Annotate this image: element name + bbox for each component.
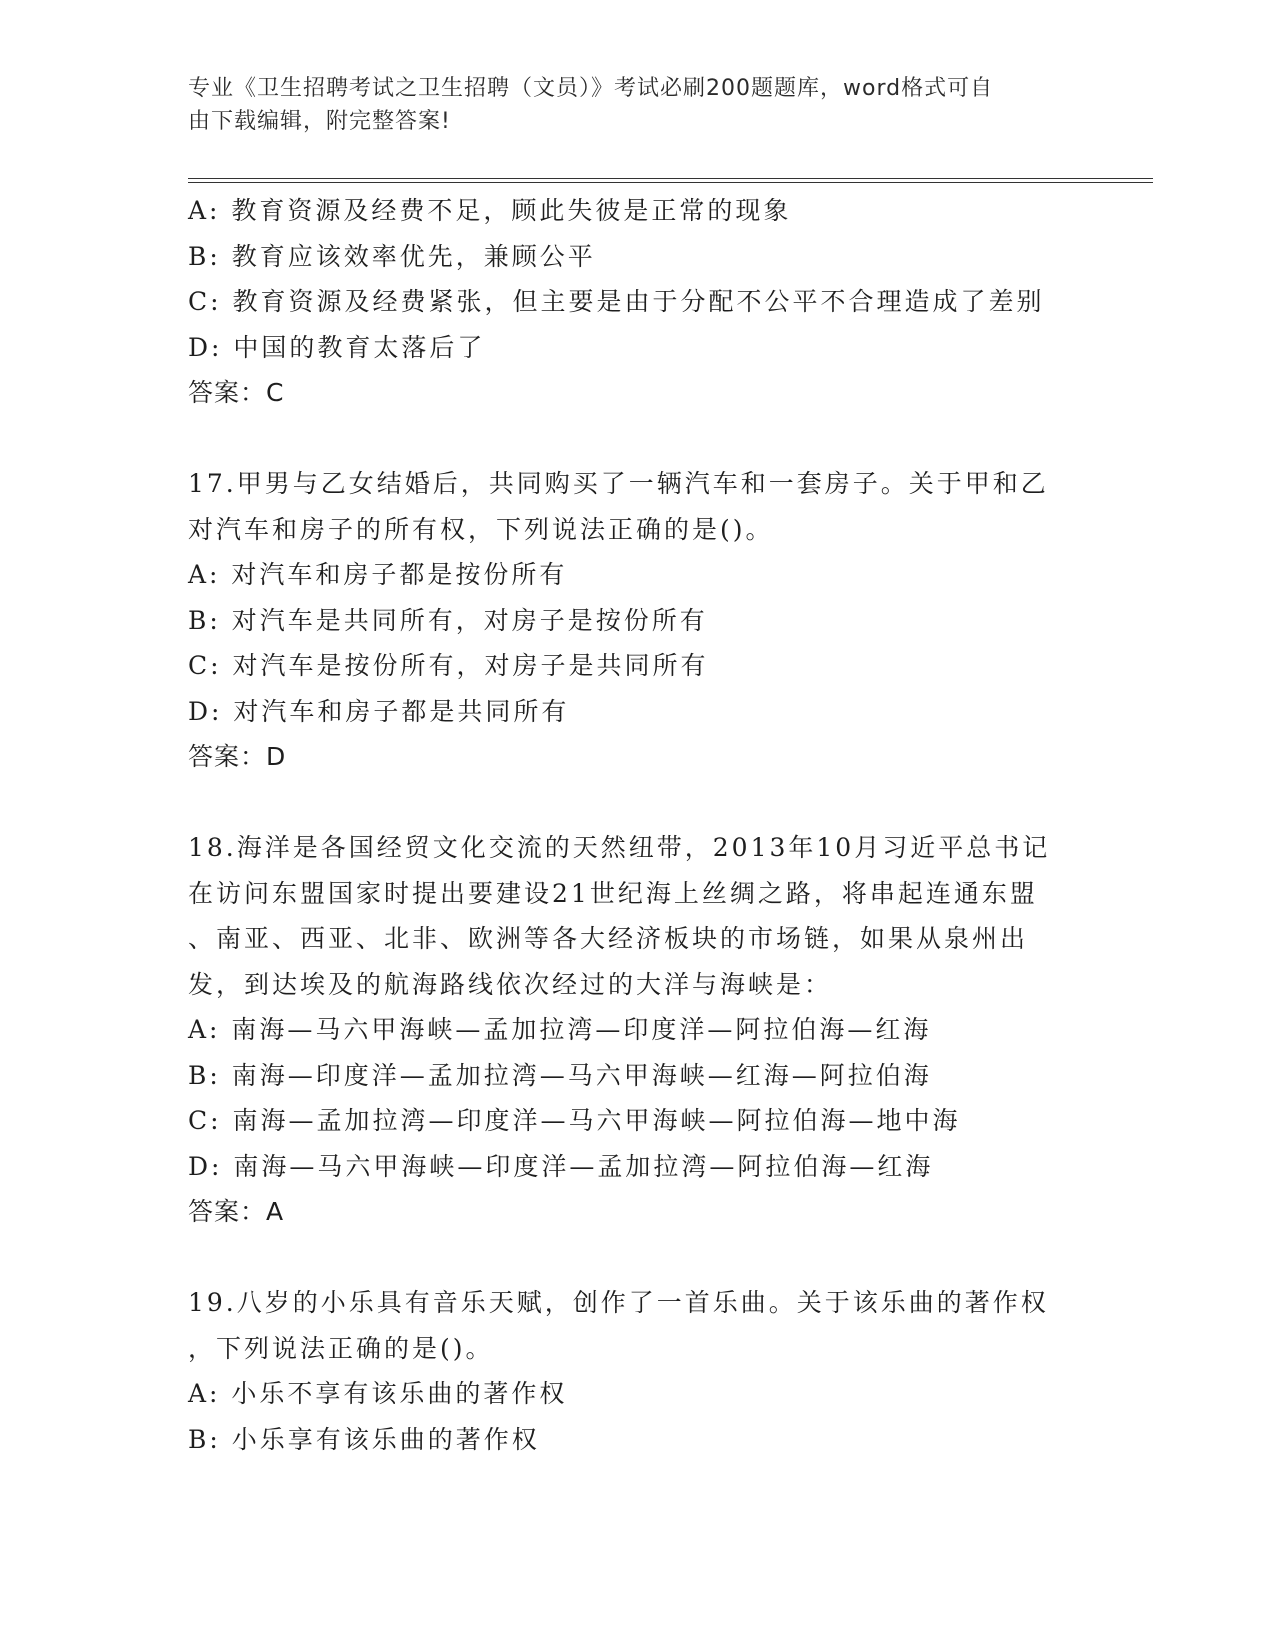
option-a: A: 小乐不享有该乐曲的著作权 [188, 1379, 568, 1408]
option-c: C: 教育资源及经费紧张，但主要是由于分配不公平不合理造成了差别 [188, 287, 1045, 316]
option-d: D: 对汽车和房子都是共同所有 [188, 696, 570, 726]
question-stem: ，下列说法正确的是()。 [188, 1333, 494, 1363]
option-a: A: 对汽车和房子都是按份所有 [188, 560, 568, 589]
spacer [188, 780, 1088, 826]
option-b: B: 教育应该效率优先，兼顾公平 [188, 241, 596, 271]
question-16 [188, 188, 1088, 416]
option-d: D: 中国的教育太落后了 [188, 332, 486, 362]
option-d: D: 南海—马六甲海峡—印度洋—孟加拉湾—阿拉伯海—红海 [188, 1151, 934, 1181]
option-a: A: 南海—马六甲海峡—孟加拉湾—印度洋—阿拉伯海—红海 [188, 1015, 932, 1044]
option-b: B: 小乐享有该乐曲的著作权 [188, 1424, 540, 1454]
question-stem: 在访问东盟国家时提出要建设21世纪海上丝绸之路，将串起连通东盟 [188, 878, 1038, 908]
option-c: C: 对汽车是按份所有，对房子是共同所有 [188, 651, 709, 680]
question-stem: 19.八岁的小乐具有音乐天赋，创作了一首乐曲。关于该乐曲的著作权 [188, 1288, 1049, 1317]
header-line-2: 由下载编辑，附完整答案! [188, 109, 451, 134]
header-line-1: 专业《卫生招聘考试之卫生招聘（文员）》考试必刷200题题库，word格式可自 [188, 76, 994, 101]
answer: 答案：D [188, 742, 287, 771]
option-b: B: 南海—印度洋—孟加拉湾—马六甲海峡—红海—阿拉伯海 [188, 1060, 932, 1090]
question-content [188, 188, 1088, 1462]
answer: 答案：A [188, 1197, 285, 1226]
document-header [188, 72, 1088, 138]
question-stem: 发，到达埃及的航海路线依次经过的大洋与海峡是： [188, 969, 833, 999]
option-a: A: 教育资源及经费不足，顾此失彼是正常的现象 [188, 196, 792, 225]
question-18 [188, 825, 1088, 1235]
answer: 答案：C [188, 378, 285, 407]
question-stem: 18.海洋是各国经贸文化交流的天然纽带，2013年10月习近平总书记 [188, 833, 1051, 862]
question-stem: 17.甲男与乙女结婚后，共同购买了一辆汽车和一套房子。关于甲和乙 [188, 469, 1049, 498]
option-b: B: 对汽车是共同所有，对房子是按份所有 [188, 605, 708, 635]
spacer [188, 416, 1088, 462]
question-stem: 对汽车和房子的所有权，下列说法正确的是()。 [188, 514, 774, 544]
question-17 [188, 461, 1088, 780]
question-stem: 、南亚、西亚、北非、欧洲等各大经济板块的市场链，如果从泉州出 [188, 924, 1029, 953]
option-c: C: 南海—孟加拉湾—印度洋—马六甲海峡—阿拉伯海—地中海 [188, 1106, 961, 1135]
question-19 [188, 1280, 1088, 1462]
header-divider-top [188, 178, 1153, 179]
header-divider-bottom [188, 182, 1153, 183]
spacer [188, 1235, 1088, 1281]
